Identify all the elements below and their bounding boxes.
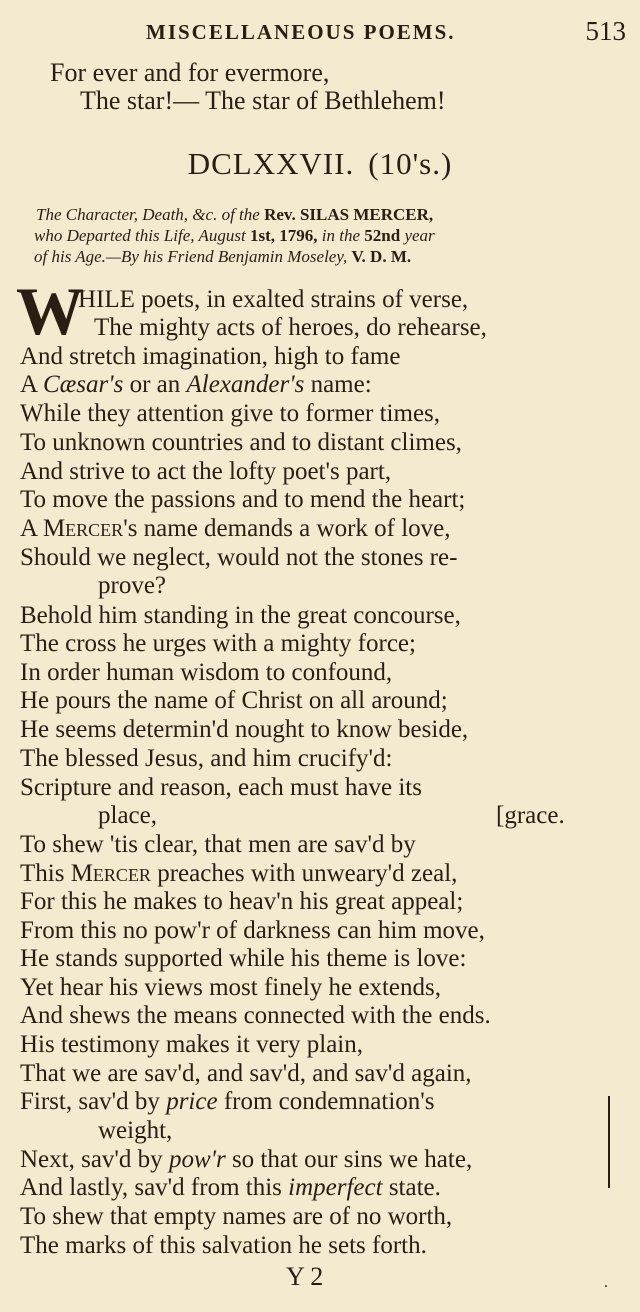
hymn-number: DCLXXVII. [187, 146, 355, 181]
poem-text: And lastly, sav'd from this [20, 1174, 282, 1201]
subtitle-part: The Character, Death, &c. of the [36, 205, 260, 224]
page-number: 513 [585, 16, 626, 46]
poem-line: He stands supported while his theme is love: [20, 945, 467, 972]
poem-text: name: [310, 371, 372, 398]
poem-line: And shews the means connected with the ends. [20, 1002, 491, 1029]
poem-line [20, 1146, 472, 1174]
poem-text: Alexander's [186, 371, 305, 398]
hymn-meter: (10's.) [368, 146, 453, 181]
poem-line: The cross he urges with a mighty force; [20, 630, 416, 657]
poem-text: or an [129, 371, 181, 398]
running-title: MISCELLANEOUS POEMS. [146, 20, 456, 44]
poem-line: Yet hear his views most finely he extends, [20, 974, 442, 1001]
poem-line: Scripture and reason, each must have its [20, 774, 422, 801]
poem-line [20, 1174, 441, 1202]
poem-text: state. [388, 1174, 441, 1201]
subtitle-part: of his Age.—By his Friend Benjamin Moseley, [34, 247, 348, 266]
subtitle-part: in the [321, 226, 361, 245]
poem-line: To move the passions and to mend the heart; [20, 486, 466, 513]
hymn-heading [0, 146, 640, 182]
poem-line: For this he makes to heav'n his great appeal; [20, 888, 464, 915]
footer-mark: . [604, 1274, 608, 1291]
poem-line: In order human wisdom to confound, [20, 659, 393, 686]
poem-text: pow'r [168, 1146, 226, 1173]
poem-subtitle [14, 204, 626, 267]
poem-text: Mercer [70, 860, 151, 887]
poem-line [20, 515, 451, 543]
signature-mark: Y 2 [286, 1262, 324, 1291]
poem-text: A [20, 371, 37, 398]
poem-line: To shew 'tis clear, that men are sav'd by [20, 831, 416, 858]
page-header [0, 14, 640, 50]
poem-line: [grace. [496, 802, 565, 829]
poem-line: To unknown countries and to distant climes, [20, 429, 462, 456]
poem-line: And strive to act the lofty poet's part, [20, 458, 392, 485]
poem-text: Cæsar's [42, 371, 124, 398]
poem-text: imperfect [288, 1174, 383, 1201]
poem-line: The mighty acts of heroes, do rehearse, [94, 314, 487, 341]
poem-line: He seems determin'd nought to know beside, [20, 716, 469, 743]
poem-line: place, [98, 802, 157, 829]
poem-text: Next, sav'd by [20, 1146, 163, 1173]
poem-line: HILE poets, in exalted strains of verse, [78, 286, 469, 313]
poem-text: First, sav'd by [20, 1088, 160, 1115]
poem-line: That we are sav'd, and sav'd, and sav'd again, [20, 1060, 472, 1087]
poem-line: He pours the name of Christ on all around; [20, 687, 448, 714]
poem-line: prove? [98, 572, 167, 599]
drop-cap: W [16, 273, 84, 349]
triplet-brace [592, 1096, 610, 1188]
poem-line: Should we neglect, would not the stones re- [20, 544, 458, 571]
poem-text: from condemnation's [223, 1088, 435, 1115]
poem-text: This [20, 860, 65, 887]
poem-line: The blessed Jesus, and him crucify'd: [20, 745, 393, 772]
poem-line: And stretch imagination, high to fame [20, 343, 401, 370]
poem-line [20, 1088, 435, 1116]
poem-line [20, 860, 457, 888]
poem-text: so that our sins we hate, [231, 1146, 473, 1173]
continuation-line-1: For ever and for evermore, [50, 58, 330, 87]
subtitle-part: 52nd [364, 226, 401, 245]
poem-line: While they attention give to former times, [20, 400, 441, 427]
poem-line: Behold him standing in the great concourse, [20, 602, 461, 629]
poem-text: 's name demands a work of love, [123, 515, 451, 542]
subtitle-part: year [404, 226, 435, 245]
poem-line: To shew that empty names are of no worth, [20, 1203, 453, 1230]
poem-line: The marks of this salvation he sets forth. [20, 1232, 427, 1259]
subtitle-part: 1st, 1796, [249, 226, 318, 245]
poem-text: preaches with unweary'd zeal, [157, 860, 458, 887]
poem-line: From this no pow'r of darkness can him move, [20, 917, 485, 944]
poem-text: A [20, 515, 37, 542]
subtitle-part: V. D. M. [351, 247, 412, 266]
subtitle-part: Rev. SILAS MERCER, [264, 205, 434, 224]
poem-line: His testimony makes it very plain, [20, 1031, 364, 1058]
poem-line [20, 371, 372, 399]
poem-text: Mercer [42, 515, 124, 542]
poem-text: price [166, 1088, 218, 1115]
continuation-line-2: The star!— The star of Bethlehem! [80, 86, 446, 115]
poem-line: weight, [98, 1117, 173, 1144]
subtitle-part: who Departed this Life, August [34, 226, 246, 245]
